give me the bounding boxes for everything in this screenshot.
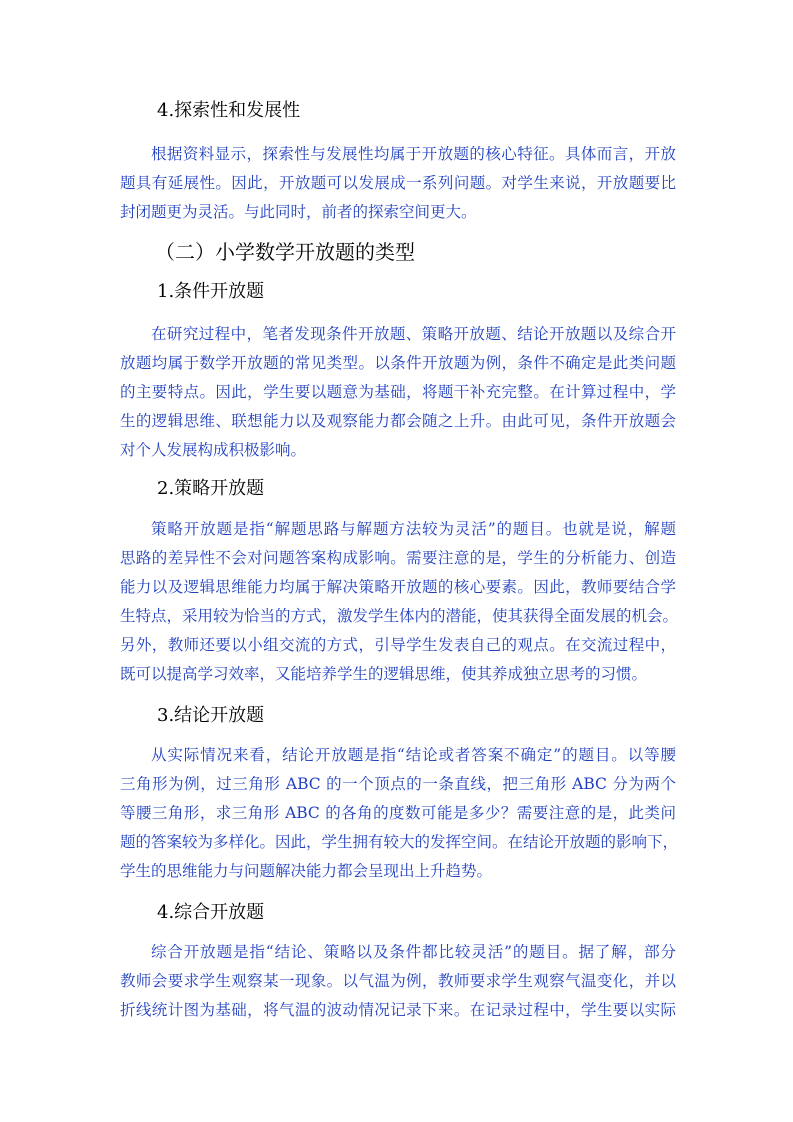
text-line: 另外，教师还要以小组交流的方式，引导学生发表自己的观点。在交流过程中， xyxy=(120,636,676,654)
paragraph-conclusion-open-problems xyxy=(120,741,679,886)
paragraph-conditional-open-problems xyxy=(120,320,676,465)
text-line: 从实际情况来看，结论开放题是指“结论或者答案不确定”的题目。以等腰 xyxy=(151,746,676,764)
heading-conditional-open-problems: 1.条件开放题 xyxy=(157,281,265,302)
text-line: 策略开放题是指“解题思路与解题方法较为灵活”的题目。也就是说，解题 xyxy=(151,520,676,538)
text-line: 思路的差异性不会对问题答案构成影响。需要注意的是，学生的分析能力、创造 xyxy=(120,549,676,567)
text-line: 学生的思维能力与问题解决能力都会呈现出上升趋势。 xyxy=(120,862,493,880)
paragraph-comprehensive-open-problems xyxy=(120,938,676,1025)
text-line: 既可以提高学习效率，又能培养学生的逻辑思维，使其养成独立思考的习惯。 xyxy=(120,665,648,683)
heading-exploratory-developmental: 4.探索性和发展性 xyxy=(157,100,301,121)
paragraph-exploratory-developmental xyxy=(120,140,676,227)
text-line: 等腰三角形，求三角形 ABC 的各角的度数可能是多少？需要注意的是，此类问 xyxy=(120,804,676,822)
text-line: 对个人发展构成积极影响。 xyxy=(120,441,307,459)
heading-conclusion-open-problems: 3.结论开放题 xyxy=(157,705,265,726)
text-line: 能力以及逻辑思维能力均属于解决策略开放题的核心要素。因此，教师要结合学 xyxy=(120,578,676,596)
text-line: 根据资料显示，探索性与发展性均属于开放题的核心特征。具体而言，开放 xyxy=(151,145,676,163)
text-line: 生特点，采用较为恰当的方式，激发学生体内的潜能，使其获得全面发展的机会。 xyxy=(120,607,679,625)
paragraph-strategy-open-problems xyxy=(120,515,679,689)
text-line: 生的逻辑思维、联想能力以及观察能力都会随之上升。由此可见，条件开放题会 xyxy=(120,412,676,430)
text-line: 三角形为例，过三角形 ABC 的一个顶点的一条直线，把三角形 ABC 分为两个 xyxy=(120,775,676,793)
heading-strategy-open-problems: 2.策略开放题 xyxy=(157,478,265,499)
text-line: 教师会要求学生观察某一现象。以气温为例，教师要求学生观察气温变化，并以 xyxy=(120,972,676,990)
text-line: 的主要特点。因此，学生要以题意为基础，将题干补充完整。在计算过程中，学 xyxy=(120,383,676,401)
heading-open-problem-types: （二）小学数学开放题的类型 xyxy=(155,240,415,264)
text-line: 放题均属于数学开放题的常见类型。以条件开放题为例，条件不确定是此类问题 xyxy=(120,354,676,372)
text-line: 综合开放题是指“结论、策略以及条件都比较灵活”的题目。据了解，部分 xyxy=(151,943,676,961)
text-line: 折线统计图为基础，将气温的波动情况记录下来。在记录过程中，学生要以实际 xyxy=(120,1001,676,1019)
text-line: 在研究过程中，笔者发现条件开放题、策略开放题、结论开放题以及综合开 xyxy=(151,325,676,343)
heading-comprehensive-open-problems: 4.综合开放题 xyxy=(157,902,265,923)
text-line: 封闭题更为灵活。与此同时，前者的探索空间更大。 xyxy=(120,203,477,221)
text-line: 题具有延展性。因此，开放题可以发展成一系列问题。对学生来说，开放题要比 xyxy=(120,174,676,192)
text-line: 题的答案较为多样化。因此，学生拥有较大的发挥空间。在结论开放题的影响下， xyxy=(120,833,679,851)
